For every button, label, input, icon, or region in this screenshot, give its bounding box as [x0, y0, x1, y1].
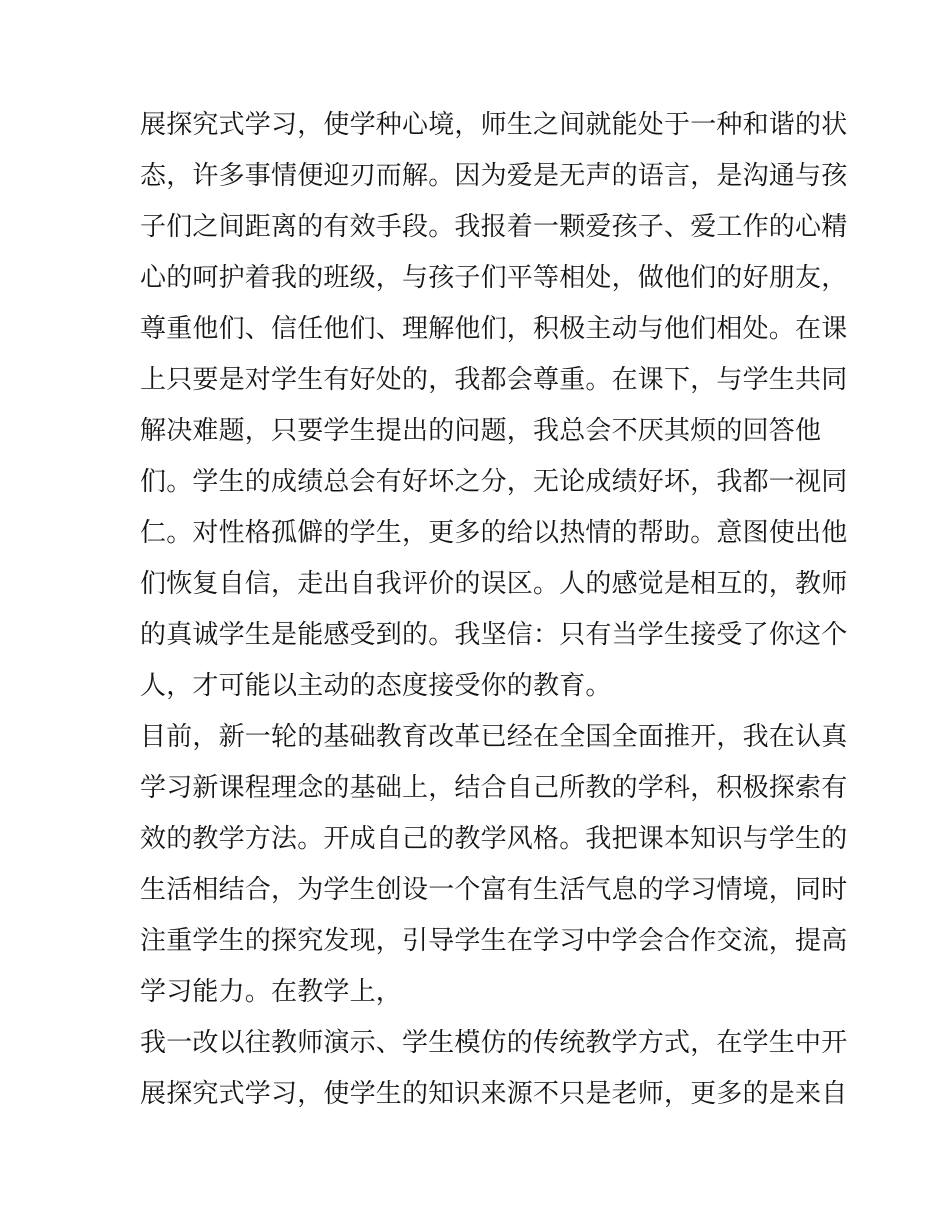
- body-text: [140, 100, 848, 1120]
- text-line: 生活相结合，为学生创设一个富有生活气息的学习情境，同时: [140, 875, 848, 905]
- text-line: 效的教学方法。开成自己的教学风格。我把课本知识与学生的: [140, 824, 848, 854]
- text-line: 们。学生的成绩总会有好坏之分，无论成绩好坏，我都一视同: [140, 467, 848, 497]
- text-line: 注重学生的探究发现，引导学生在学习中学会合作交流，提高: [140, 926, 848, 956]
- text-line: 态，许多事情便迎刃而解。因为爱是无声的语言，是沟通与孩: [140, 161, 848, 191]
- text-line: 展探究式学习，使学种心境，师生之间就能处于一种和谐的状: [140, 110, 848, 140]
- text-line: 子们之间距离的有效手段。我报着一颗爱孩子、爱工作的心精: [140, 212, 848, 242]
- text-line: 学习能力。在教学上，: [140, 977, 403, 1007]
- text-line: 尊重他们、信任他们、理解他们，积极主动与他们相处。在课: [140, 314, 848, 344]
- text-line: 心的呵护着我的班级，与孩子们平等相处，做他们的好朋友，: [140, 263, 848, 293]
- text-line: 上只要是对学生有好处的，我都会尊重。在课下，与学生共同: [140, 365, 848, 395]
- text-line: 仁。对性格孤僻的学生，更多的给以热情的帮助。意图使出他: [140, 518, 848, 548]
- text-line: 我一改以往教师演示、学生模仿的传统教学方式，在学生中开: [140, 1028, 848, 1058]
- text-line: 展探究式学习，使学生的知识来源不只是老师，更多的是来自: [140, 1079, 848, 1109]
- text-line: 目前，新一轮的基础教育改革已经在全国全面推开，我在认真: [140, 722, 848, 752]
- text-line: 人，才可能以主动的态度接受你的教育。: [140, 671, 612, 701]
- text-line: 学习新课程理念的基础上，结合自己所教的学科，积极探索有: [140, 773, 848, 803]
- text-line: 解决难题，只要学生提出的问题，我总会不厌其烦的回答他: [140, 416, 822, 446]
- text-line: 的真诚学生是能感受到的。我坚信：只有当学生接受了你这个: [140, 620, 848, 650]
- text-line: 们恢复自信，走出自我评价的误区。人的感觉是相互的，教师: [140, 569, 848, 599]
